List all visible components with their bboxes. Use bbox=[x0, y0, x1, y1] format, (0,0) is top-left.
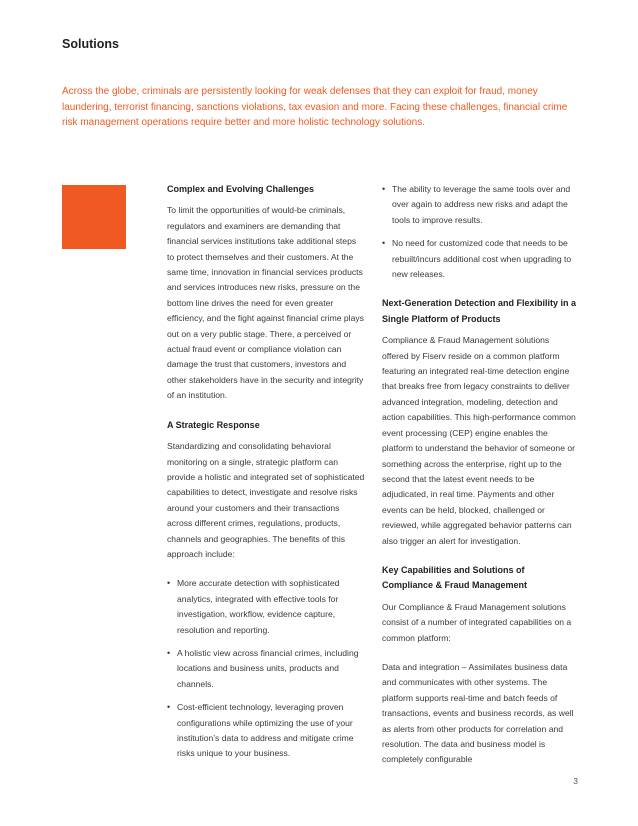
paragraph-challenges: To limit the opportunities of would-be criminals, regulators and examiners are demanding that financial services institutions take additional steps to protect themselves and their customers. At the same time, innovation in financial services products and services introduces new risks, pressure on the bottom line drives the need for even greater efficiency, and the fight against financial crime plays out on a very public stage. There, a perceived or actual fraud event or compliance violation can damage the trust that customers, investors and other stakeholders have in the security and integrity of an institution. bbox=[167, 205, 364, 401]
left-column bbox=[167, 182, 365, 776]
right-column bbox=[382, 182, 578, 782]
list-item: • Cost-efficient technology, leveraging proven configurations while optimizing the use of your institution’s data to address and mitigate crime risks unique to your business. bbox=[167, 700, 365, 762]
benefits-list-continued bbox=[382, 182, 578, 282]
heading-strategic-response: A Strategic Response bbox=[167, 419, 260, 430]
paragraph-strategic-response: Standardizing and consolidating behavioral monitoring on a single, strategic platform can provide a holistic and integrated set of sophisticated capabilities to detect, investigate and resolve risks around your customers and their transactions across different crimes, regulations, products, channels and geographies. The benefits of this approach include: bbox=[167, 441, 365, 559]
paragraph-next-generation: Compliance & Fraud Management solutions offered by Fiserv reside on a common platform featuring an integrated real-time detection engine that breaks free from legacy constraints to deliver advanced integration, modeling, detection and action capabilities. This high-performance common event processing (CEP) engine enables the platform to understand the behavior of someone or something across the enterprise, right up to the second that the latest event needs to be adjudicated, in real time. Payments and other events can be held, blocked, challenged or reviewed, while aggregated behavior patterns can also trigger an alert for investigation. bbox=[382, 335, 576, 546]
section-title: Solutions bbox=[62, 37, 119, 51]
list-item: • The ability to leverage the same tools over and over again to address new risks and adapt the tools to improve results. bbox=[382, 182, 578, 228]
accent-block bbox=[62, 185, 126, 249]
heading-next-generation: Next-Generation Detection and Flexibility in a Single Platform of Products bbox=[382, 298, 577, 324]
benefits-list bbox=[167, 576, 365, 761]
list-item: • No need for customized code that needs to be rebuilt/incurs additional cost when upgrading to new releases. bbox=[382, 236, 578, 282]
paragraph-data-integration: Data and integration – Assimilates business data and communicates with other systems. The platform supports real-time and batch feeds of transactions, events and business records, as well as alerts from other products for correlation and resolution. The data and business model is completely configurable bbox=[382, 661, 574, 765]
page-number: 3 bbox=[573, 776, 578, 786]
list-item: • More accurate detection with sophisticated analytics, integrated with effective tools for investigation, workflow, evidence capture, resolution and reporting. bbox=[167, 576, 365, 638]
paragraph-key-capabilities: Our Compliance & Fraud Management solutions consist of a number of integrated capabilities on a common platform: bbox=[382, 601, 572, 643]
heading-complex-challenges: Complex and Evolving Challenges bbox=[167, 184, 315, 194]
intro-paragraph: Across the globe, criminals are persistently looking for weak defenses that they can exploit for fraud, money laundering, terrorist financing, sanctions violations, tax evasion and more. Facing these challenges, financial crime risk management operations require better and more holistic technology solutions. bbox=[62, 86, 568, 128]
heading-key-capabilities: Key Capabilities and Solutions of Compliance & Fraud Management bbox=[382, 564, 528, 591]
list-item: • A holistic view across financial crimes, including locations and business units, products and channels. bbox=[167, 646, 365, 692]
